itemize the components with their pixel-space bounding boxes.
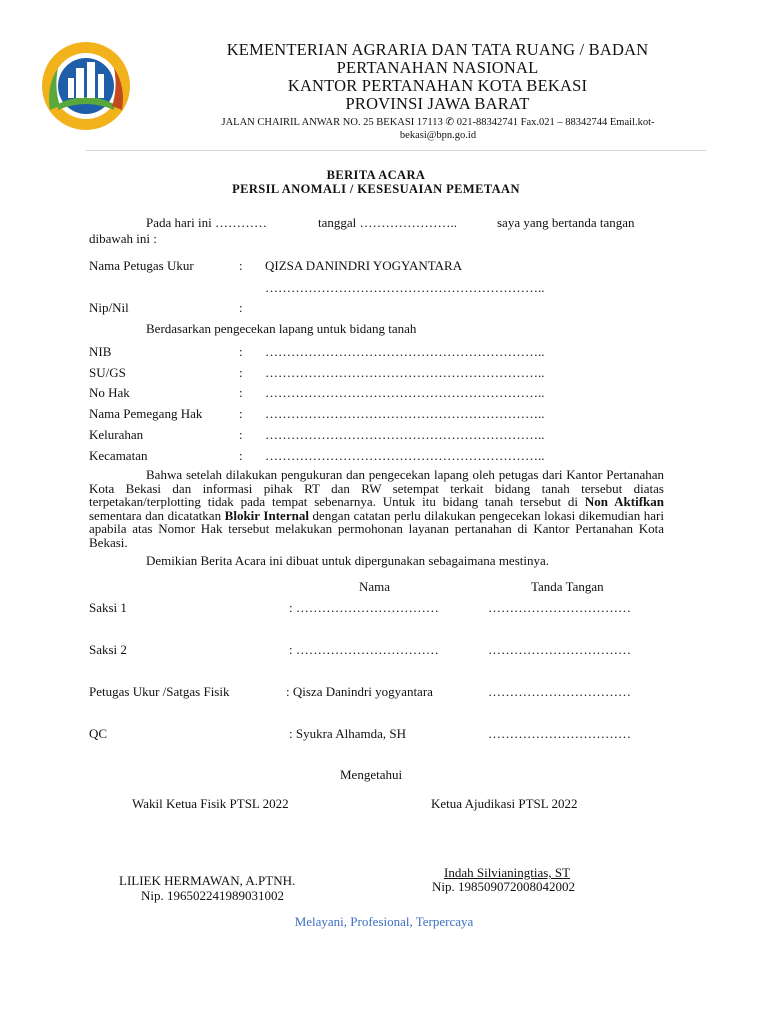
doc-subtitle: PERSIL ANOMALI / KESESUAIAN PEMETAAN xyxy=(232,182,520,196)
field-kelurahan-colon: : xyxy=(239,427,243,442)
right-sign-title: Ketua Ajudikasi PTSL 2022 xyxy=(431,796,578,811)
saksi1-ttd: …………………………… xyxy=(488,600,631,615)
header-line-4: PROVINSI JAWA BARAT xyxy=(345,94,530,113)
petugas-colon: : xyxy=(239,258,243,273)
petugas-ukur-label: Petugas Ukur /Satgas Fisik xyxy=(89,684,230,699)
qc-nama: : Syukra Alhamda, SH xyxy=(289,726,406,741)
petugas-value: QIZSA DANINDRI YOGYANTARA xyxy=(265,258,463,273)
petugas-dots: ……………………………………………………….. xyxy=(265,280,545,295)
col-ttd-header: Tanda Tangan xyxy=(531,579,604,594)
left-sign-title: Wakil Ketua Fisik PTSL 2022 xyxy=(132,796,289,811)
header-line-1: KEMENTERIAN AGRARIA DAN TATA RUANG / BADAN xyxy=(226,40,649,59)
field-sugs-colon: : xyxy=(239,365,243,380)
para-part-3: dengan catatan perlu dilakukan pengecekan lokasi dikemudian hari apabila atas Nomor Hak tersebut melakukan permohonan layanan pertanahan di Kantor Pertanahan Kota Bekasi. xyxy=(89,507,664,550)
intro-tangan: saya yang bertanda tangan xyxy=(497,215,635,230)
field-nib-label: NIB xyxy=(89,344,112,359)
closing-text: Demikian Berita Acara ini dibuat untuk dipergunakan sebagaimana mestinya. xyxy=(146,553,549,568)
qc-label: QC xyxy=(89,726,108,741)
body-paragraph xyxy=(89,468,664,550)
field-pemegang-label: Nama Pemegang Hak xyxy=(89,406,203,421)
field-sugs-label: SU/GS xyxy=(89,365,126,380)
header-line-2: PERTANAHAN NASIONAL xyxy=(336,58,539,77)
petugas-ukur-nama: : Qisza Danindri yogyantara xyxy=(286,684,433,699)
right-sign-nip: Nip. 198509072008042002 xyxy=(432,879,575,894)
bpn-logo xyxy=(40,40,132,132)
field-nohak-colon: : xyxy=(239,385,243,400)
berdasarkan-text: Berdasarkan pengecekan lapang untuk bidang tanah xyxy=(146,321,417,336)
address xyxy=(158,116,718,142)
petugas-ukur-ttd: …………………………… xyxy=(488,684,631,699)
header-line-3: KANTOR PERTANAHAN KOTA BEKASI xyxy=(287,76,588,95)
intro-hari: Pada hari ini ………… xyxy=(146,215,267,230)
field-kecamatan-colon: : xyxy=(239,448,243,463)
field-pemegang-colon: : xyxy=(239,406,243,421)
left-sign-name: LILIEK HERMAWAN, A.PTNH. xyxy=(119,873,296,888)
address-line-1: JALAN CHAIRIL ANWAR NO. 25 BEKASI 17113 ✆ 021-88342741 Fax.021 – 88342744 Email.kot- xyxy=(221,117,655,128)
petugas-label: Nama Petugas Ukur xyxy=(89,258,194,273)
para-part-1: Bahwa setelah dilakukan pengukuran dan pengecekan lapang oleh petugas dari Kantor Pertanahan Kota Bekasi dan informasi pihak RT dan RW setempat terkait bidang tanah tersebut diatas terpetakan/terplotting tidak pada tempat sebenarnya. Untuk itu bidang tanah tersebut di xyxy=(89,467,664,510)
field-nib-dots: ……………………………………………………….. xyxy=(265,344,545,359)
field-nib-colon: : xyxy=(239,344,243,359)
para-non-aktifkan: Non Aktifkan xyxy=(584,494,664,510)
saksi2-label: Saksi 2 xyxy=(89,642,127,657)
field-kecamatan-label: Kecamatan xyxy=(89,448,148,463)
nip-label: Nip/Nil xyxy=(89,300,129,315)
address-line-2: bekasi@bpn.go.id xyxy=(399,130,477,141)
saksi1-label: Saksi 1 xyxy=(89,600,127,615)
mengetahui-text: Mengetahui xyxy=(340,767,403,782)
saksi2-ttd: …………………………… xyxy=(488,642,631,657)
saksi1-nama: : …………………………… xyxy=(289,600,439,615)
qc-ttd: …………………………… xyxy=(488,726,631,741)
field-nohak-dots: ……………………………………………………….. xyxy=(265,385,545,400)
field-kelurahan-dots: ……………………………………………………….. xyxy=(265,427,545,442)
field-nohak-label: No Hak xyxy=(89,385,130,400)
footer-tagline: Melayani, Profesional, Terpercaya xyxy=(294,914,474,929)
intro-tanggal: tanggal ………………….. xyxy=(318,215,458,230)
right-sign-name: Indah Silvianingtias, ST xyxy=(444,865,571,880)
saksi2-nama: : …………………………… xyxy=(289,642,439,657)
header-divider xyxy=(86,150,706,151)
field-pemegang-dots: ……………………………………………………….. xyxy=(265,406,545,421)
intro-dibawah: dibawah ini : xyxy=(89,231,157,246)
col-nama-header: Nama xyxy=(359,579,391,594)
field-kelurahan-label: Kelurahan xyxy=(89,427,144,442)
para-part-2: sementara dan dicatatkan xyxy=(89,507,225,523)
nip-colon: : xyxy=(239,300,243,315)
para-blokir-internal: Blokir Internal xyxy=(224,507,309,523)
field-sugs-dots: ……………………………………………………….. xyxy=(265,365,545,380)
doc-title: BERITA ACARA xyxy=(326,168,426,182)
left-sign-nip: Nip. 196502241989031002 xyxy=(141,888,284,903)
field-kecamatan-dots: ……………………………………………………….. xyxy=(265,448,545,463)
